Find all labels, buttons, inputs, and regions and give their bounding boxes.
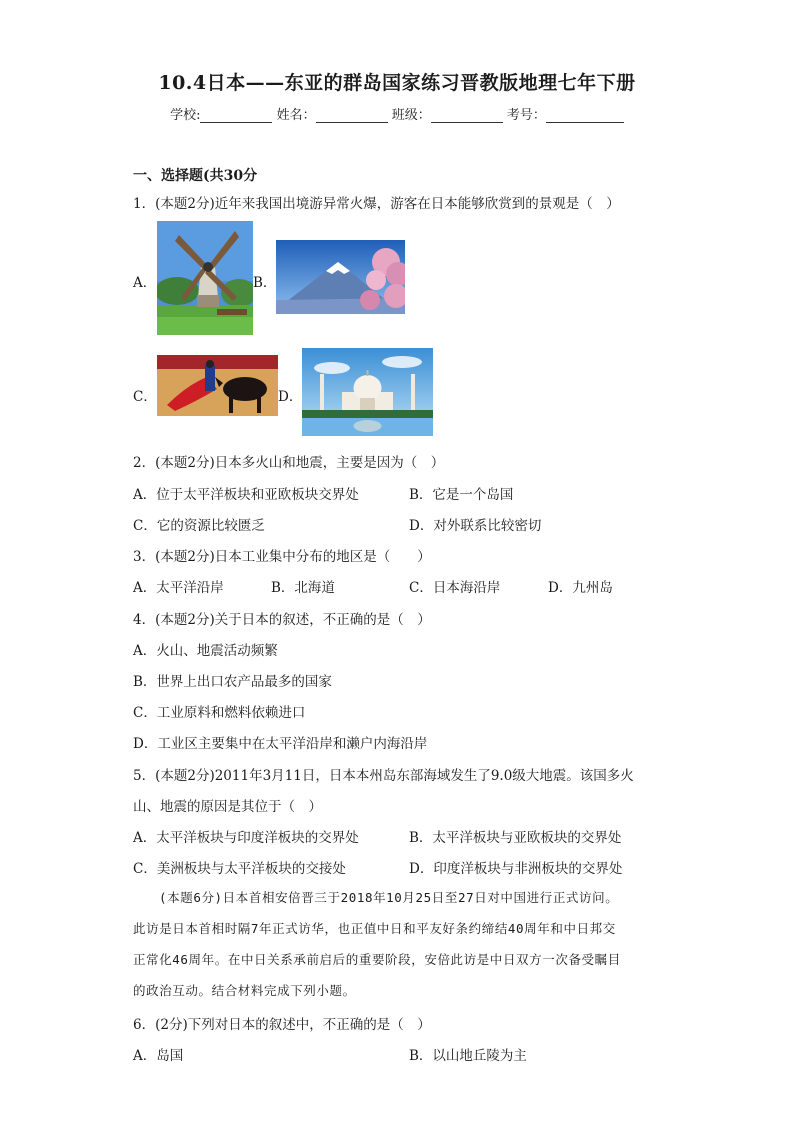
material-line-2: 此访是日本首相时隔7年正式访华，也正值中日和平友好条约缔结40周年和中日邦交 — [133, 921, 616, 936]
q5-option-d[interactable]: D．印度洋板块与非洲板块的交界处 — [409, 861, 623, 877]
material-line-3: 正常化46周年。在中日关系承前启后的重要阶段，安倍此访是中日双方一次备受瞩目 — [133, 952, 621, 967]
question-1-stem: 1．(本题2分)近年来我国出境游异常火爆，游客在日本能够欣赏到的景观是（ ） — [133, 196, 620, 212]
taj-mahal-image[interactable] — [302, 348, 433, 436]
q4-option-b[interactable]: B．世界上出口农产品最多的国家 — [133, 674, 332, 690]
q5-option-c[interactable]: C．美洲板块与太平洋板块的交接处 — [133, 861, 346, 877]
bullfighting-image[interactable] — [157, 355, 278, 416]
q1-option-b-label: B． — [253, 275, 277, 291]
windmill-image[interactable] — [157, 221, 253, 335]
q4-option-a[interactable]: A．火山、地震活动频繁 — [133, 643, 278, 659]
q4-option-d[interactable]: D．工业区主要集中在太平洋沿岸和濑户内海沿岸 — [133, 736, 428, 752]
q2-option-b[interactable]: B．它是一个岛国 — [409, 487, 514, 503]
reading-material — [133, 882, 663, 1006]
q2-option-a[interactable]: A．位于太平洋板块和亚欧板块交界处 — [133, 487, 359, 503]
q3-option-b[interactable]: B．北海道 — [271, 580, 335, 596]
material-line-1: (本题6分)日本首相安倍晋三于2018年10月25日至27日对中国进行正式访问。 — [159, 890, 619, 905]
class-blank[interactable] — [431, 108, 503, 123]
school-blank[interactable] — [200, 108, 272, 123]
section-title: 一、选择题(共30分 — [133, 168, 258, 184]
question-5-stem-line2: 山、地震的原因是其位于（ ） — [133, 799, 322, 815]
q6-option-b[interactable]: B．以山地丘陵为主 — [409, 1048, 527, 1064]
school-label: 学校: — [170, 108, 201, 123]
q5-option-b[interactable]: B．太平洋板块与亚欧板块的交界处 — [409, 830, 622, 846]
q1-option-c-label: C． — [133, 389, 157, 405]
question-5-stem-line1: 5．(本题2分)2011年3月11日，日本本州岛东部海域发生了9.0级大地震。该国多火 — [133, 768, 634, 784]
page-title: 10.4日本——东亚的群岛国家练习晋教版地理七年下册 — [158, 72, 636, 94]
q5-option-a[interactable]: A．太平洋板块与印度洋板块的交界处 — [133, 830, 359, 846]
question-6-stem: 6．(2分)下列对日本的叙述中，不正确的是（ ） — [133, 1017, 431, 1033]
question-2-stem: 2．(本题2分)日本多火山和地震，主要是因为（ ） — [133, 455, 445, 471]
exam-number-label: 考号： — [506, 108, 546, 123]
q1-option-d-label: D． — [278, 389, 303, 405]
name-blank[interactable] — [316, 108, 388, 123]
exam-number-blank[interactable] — [546, 108, 624, 123]
q3-option-a[interactable]: A．太平洋沿岸 — [133, 580, 224, 596]
q2-option-d[interactable]: D．对外联系比较密切 — [409, 518, 542, 534]
material-line-4: 的政治互动。结合材料完成下列小题。 — [133, 983, 356, 998]
question-3-stem: 3．(本题2分)日本工业集中分布的地区是（ ） — [133, 549, 431, 565]
name-label: 姓名： — [276, 108, 316, 123]
class-label: 班级： — [391, 108, 431, 123]
student-info-line — [0, 104, 794, 123]
q4-option-c[interactable]: C．工业原料和燃料依赖进口 — [133, 705, 306, 721]
q2-option-c[interactable]: C．它的资源比较匮乏 — [133, 518, 265, 534]
q3-option-c[interactable]: C．日本海沿岸 — [409, 580, 501, 596]
mount-fuji-image[interactable] — [276, 240, 405, 314]
q6-option-a[interactable]: A．岛国 — [133, 1048, 184, 1064]
q3-option-d[interactable]: D．九州岛 — [548, 580, 613, 596]
question-4-stem: 4．(本题2分)关于日本的叙述，不正确的是（ ） — [133, 612, 431, 628]
q1-option-a-label: A． — [133, 275, 157, 291]
